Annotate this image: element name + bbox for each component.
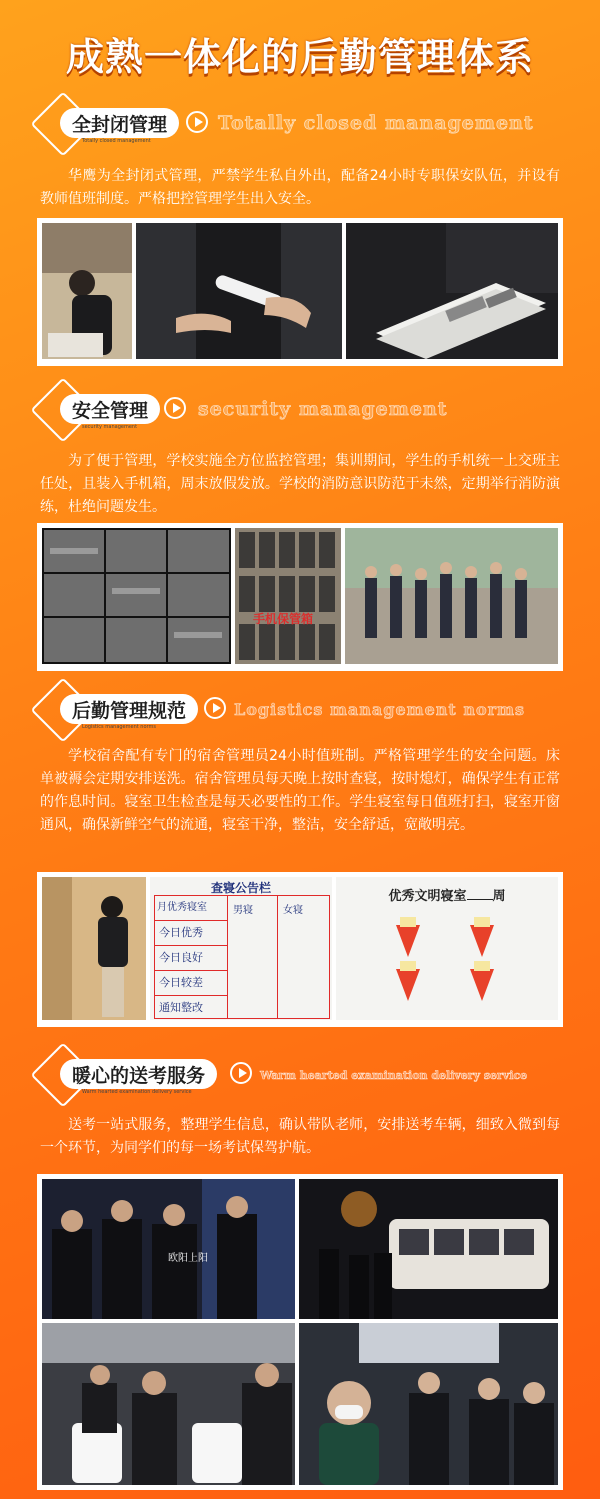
bus-passengers-illustration xyxy=(299,1323,558,1485)
photo-fire-drill xyxy=(345,528,558,664)
photo-night-bus xyxy=(299,1179,558,1319)
photo-cctv-monitor xyxy=(42,528,231,664)
notice-board-title: 查寝公告栏 xyxy=(210,881,271,895)
photo-strip xyxy=(37,523,563,671)
section-header-exam-delivery xyxy=(38,1049,578,1109)
section-subtitle: security management xyxy=(82,424,138,430)
board-row-label: 今日优秀 xyxy=(155,921,227,946)
photo-strip xyxy=(37,872,563,1027)
section-paragraph: 送考一站式服务，整理学生信息，确认带队老师，安排送考车辆，细致入微到每一个环节，为同学们的每一场考试保驾护航。 xyxy=(40,1117,560,1156)
section-paragraph: 学校宿舍配有专门的宿舍管理员24小时值班制。严格管理学生的安全问题。床单被褥会定期安排送洗。宿舍管理员每天晚上按时查寝，按时熄灯，确保学生有正常的作息时间。寝室卫生检查是每天必要性的工作。学生寝室每日值班打扫，寝室开窗通风，确保新鲜空气的流通，寝室干净，整洁，安全舒适，宽敞明亮。 xyxy=(40,748,560,833)
page-title: 成熟一体化的后勤管理体系 xyxy=(65,35,534,79)
section-header-security xyxy=(38,384,578,444)
cctv-grid-illustration xyxy=(42,528,231,664)
photo-phone-box xyxy=(235,528,341,664)
wall-suffix: 周 xyxy=(492,889,506,904)
photo-strip xyxy=(37,218,563,366)
board-row-label: 通知整改 xyxy=(159,1001,203,1014)
section-english-title: Logistics management norms xyxy=(234,700,526,719)
play-arrow-icon xyxy=(230,1062,252,1084)
phone-box-label: 手机保管箱 xyxy=(253,612,314,626)
notice-board-grid xyxy=(154,895,330,1019)
board-divider xyxy=(277,896,278,1018)
section-title: 全封闭管理 xyxy=(72,113,168,136)
section-header-logistics xyxy=(38,684,578,744)
board-row-label: 今日较差 xyxy=(155,971,227,996)
section-title: 后勤管理规范 xyxy=(72,699,187,722)
play-arrow-icon xyxy=(204,697,226,719)
section-title-pill xyxy=(60,394,160,430)
section-title: 暖心的送考服务 xyxy=(72,1064,206,1087)
notice-board-row-labels xyxy=(155,896,228,1018)
phone-cabinet-illustration xyxy=(235,528,341,664)
photo-dorm-inspection xyxy=(42,877,146,1020)
section-english-title: Warm hearted examination delivery service xyxy=(260,1069,528,1082)
newspaper-illustration xyxy=(346,223,558,359)
section-subtitle: Totally closed management xyxy=(82,138,151,144)
play-arrow-icon xyxy=(186,111,208,133)
play-arrow-icon xyxy=(164,397,186,419)
photo-temperature-check xyxy=(136,223,342,359)
section-subtitle: Logistics management norms xyxy=(82,724,156,730)
photo-excellent-dorm-wall xyxy=(336,877,558,1020)
photo-grid xyxy=(37,1174,563,1490)
thermometer-illustration xyxy=(136,223,342,359)
wall-title: 优秀文明寝室 xyxy=(388,889,467,904)
dorm-door-illustration xyxy=(42,877,146,1020)
photo-bus-interior-left xyxy=(42,1323,295,1485)
section-subtitle: Warm hearted examination delivery service xyxy=(82,1089,192,1095)
guard-illustration xyxy=(42,223,132,359)
pennant-flags-illustration xyxy=(336,877,558,1020)
section-header-closed-management xyxy=(38,98,578,158)
section-title-pill xyxy=(60,694,198,730)
bus-interior-illustration xyxy=(42,1323,295,1485)
section-english-title: Totally closed management xyxy=(218,112,534,134)
board-col-male: 男寝 xyxy=(233,905,253,916)
section-title: 安全管理 xyxy=(72,399,149,422)
section-title-pill xyxy=(60,108,179,144)
night-bus-illustration xyxy=(299,1179,558,1319)
board-col-female: 女寝 xyxy=(283,905,303,916)
photo-students-boarding xyxy=(42,1179,295,1319)
photo-notice-board xyxy=(150,877,332,1020)
photo-bus-interior-right xyxy=(299,1323,558,1485)
photo-guard-register xyxy=(42,223,132,359)
photo-newspaper-stack xyxy=(346,223,558,359)
section-english-title: security management xyxy=(198,398,448,420)
banner-text: 欧阳上阳 xyxy=(168,1253,208,1264)
section-paragraph: 为了便于管理，学校实施全方位监控管理；集训期间，学生的手机统一上交班主任处，且装入手机箱，周末放假发放。学校的消防意识防范于未然，定期举行消防演练，杜绝问题发生。 xyxy=(40,453,560,515)
board-row-label: 月优秀寝室 xyxy=(155,896,227,921)
crowd-illustration xyxy=(345,528,558,664)
board-row-label: 今日良好 xyxy=(155,946,227,971)
section-title-pill xyxy=(60,1059,217,1095)
section-paragraph: 华鹰为全封闭式管理，严禁学生私自外出，配备24小时专职保安队伍，并设有教师值班制度。严格把控管理学生出入安全。 xyxy=(40,168,560,207)
